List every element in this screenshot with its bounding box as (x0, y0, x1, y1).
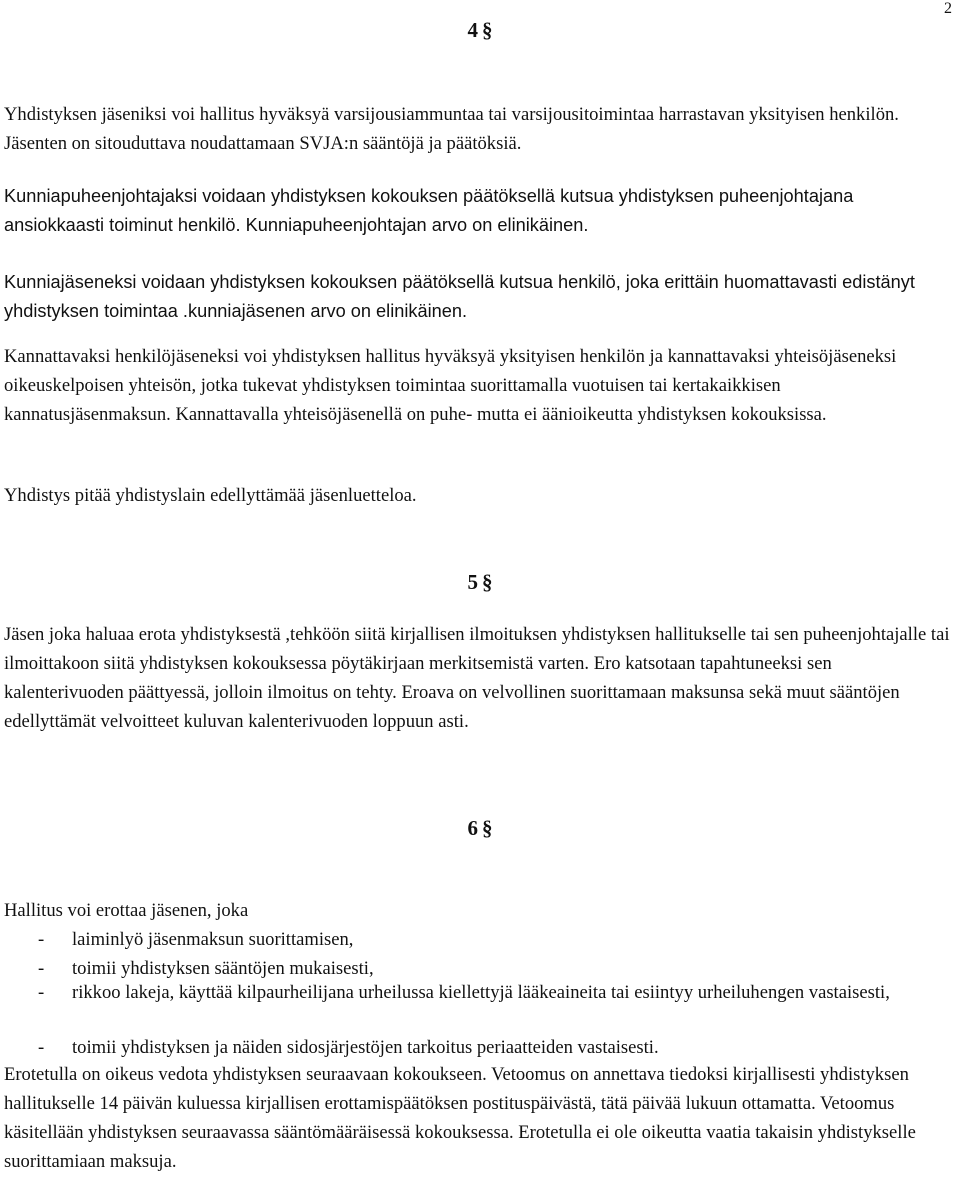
list-item-text: rikkoo lakeja, käyttää kilpaurheilijana urheilussa kiellettyjä lääkeaineita tai esiintyy urheiluhengen vastaisesti, (72, 982, 890, 1003)
section-5-number: 5 (467, 570, 478, 594)
section-4-paragraph-2: Kunniapuheenjohtajaksi voidaan yhdistyksen kokouksen päätöksellä kutsua yhdistyksen puheenjohtajana ansiokkaasti toiminut henkilö. Kunniapuheenjohtajan arvo on elinikäinen. (4, 186, 854, 235)
section-5-paragraph: Jäsen joka haluaa erota yhdistyksestä ,tehköön siitä kirjallisen ilmoituksen yhdistyksen hallitukselle tai sen puheenjohtajalle tai ilmoittakoon siitä yhdistyksen kokouksessa pöytäkirjaan merkitsemistä varten. Ero katsotaan tapahtuneeksi sen kalenterivuoden päättyessä, jolloin ilmoitus on tehty. Eroava on velvollinen suorittamaan maksunsa sekä muut sääntöjen edellyttämät velvoitteet kuluvan kalenterivuoden loppuun asti. (4, 624, 950, 732)
section-4-paragraph-4: Kannattavaksi henkilöjäseneksi voi yhdistyksen hallitus hyväksyä yksityisen henkilön ja kannattavaksi yhteisöjäseneksi oikeuskelpoisen yhteisön, jotka tukevat yhdistyksen toimintaa suorittamalla vuotuisen tai kertakaikkisen kannatusjäsenmaksun. Kannattavalla yhteisöjäsenellä on puhe- mutta ei äänioikeutta yhdistyksen kokouksissa. (4, 346, 897, 425)
list-marker: - (38, 958, 45, 979)
section-4-heading (0, 18, 960, 43)
list-item-text: toimii yhdistyksen sääntöjen mukaisesti, (72, 958, 374, 979)
section-4-paragraph-1: Yhdistyksen jäseniksi voi hallitus hyväksyä varsijousiammuntaa tai varsijousitoimintaa harrastavan yksityisen henkilön. Jäsenten on sitouduttava noudattamaan SVJA:n sääntöjä ja päätöksiä. (4, 104, 899, 154)
list-marker: - (38, 1037, 45, 1058)
section-5-symbol: § (482, 570, 493, 594)
section-6-heading (0, 816, 960, 841)
section-6-symbol: § (482, 816, 493, 840)
section-6-intro: Hallitus voi erottaa jäsenen, joka (4, 900, 249, 921)
section-4-number: 4 (467, 18, 478, 42)
section-6-number: 6 (467, 816, 478, 840)
section-4-paragraph-3: Kunniajäseneksi voidaan yhdistyksen kokouksen päätöksellä kutsua henkilö, joka erittäin huomattavasti edistänyt yhdistyksen toimintaa .kunniajäsenen arvo on elinikäinen. (4, 272, 915, 321)
list-marker: - (38, 929, 45, 950)
section-6-closing: Erotetulla on oikeus vedota yhdistyksen seuraavaan kokoukseen. Vetoomus on annettava tiedoksi kirjallisesti yhdistyksen hallitukselle 14 päivän kuluessa kirjallisen erottamispäätöksen postituspäivästä, tätä päivää lukuun ottamatta. Vetoomus käsitellään yhdistyksen seuraavassa sääntömääräisessä kokouksessa. Erotetulla ei ole oikeutta vaatia takaisin yhdistykselle suorittamiaan maksuja. (4, 1064, 916, 1172)
list-item-text: toimii yhdistyksen ja näiden sidosjärjestöjen tarkoitus periaatteiden vastaisesti. (72, 1037, 659, 1058)
list-item-text: laiminlyö jäsenmaksun suorittamisen, (72, 929, 354, 950)
section-4-symbol: § (482, 18, 493, 42)
section-5-heading (0, 570, 960, 595)
list-marker: - (38, 982, 45, 1003)
section-4-paragraph-5: Yhdistys pitää yhdistyslain edellyttämää jäsenluetteloa. (4, 485, 417, 506)
page-number: 2 (944, 0, 952, 17)
